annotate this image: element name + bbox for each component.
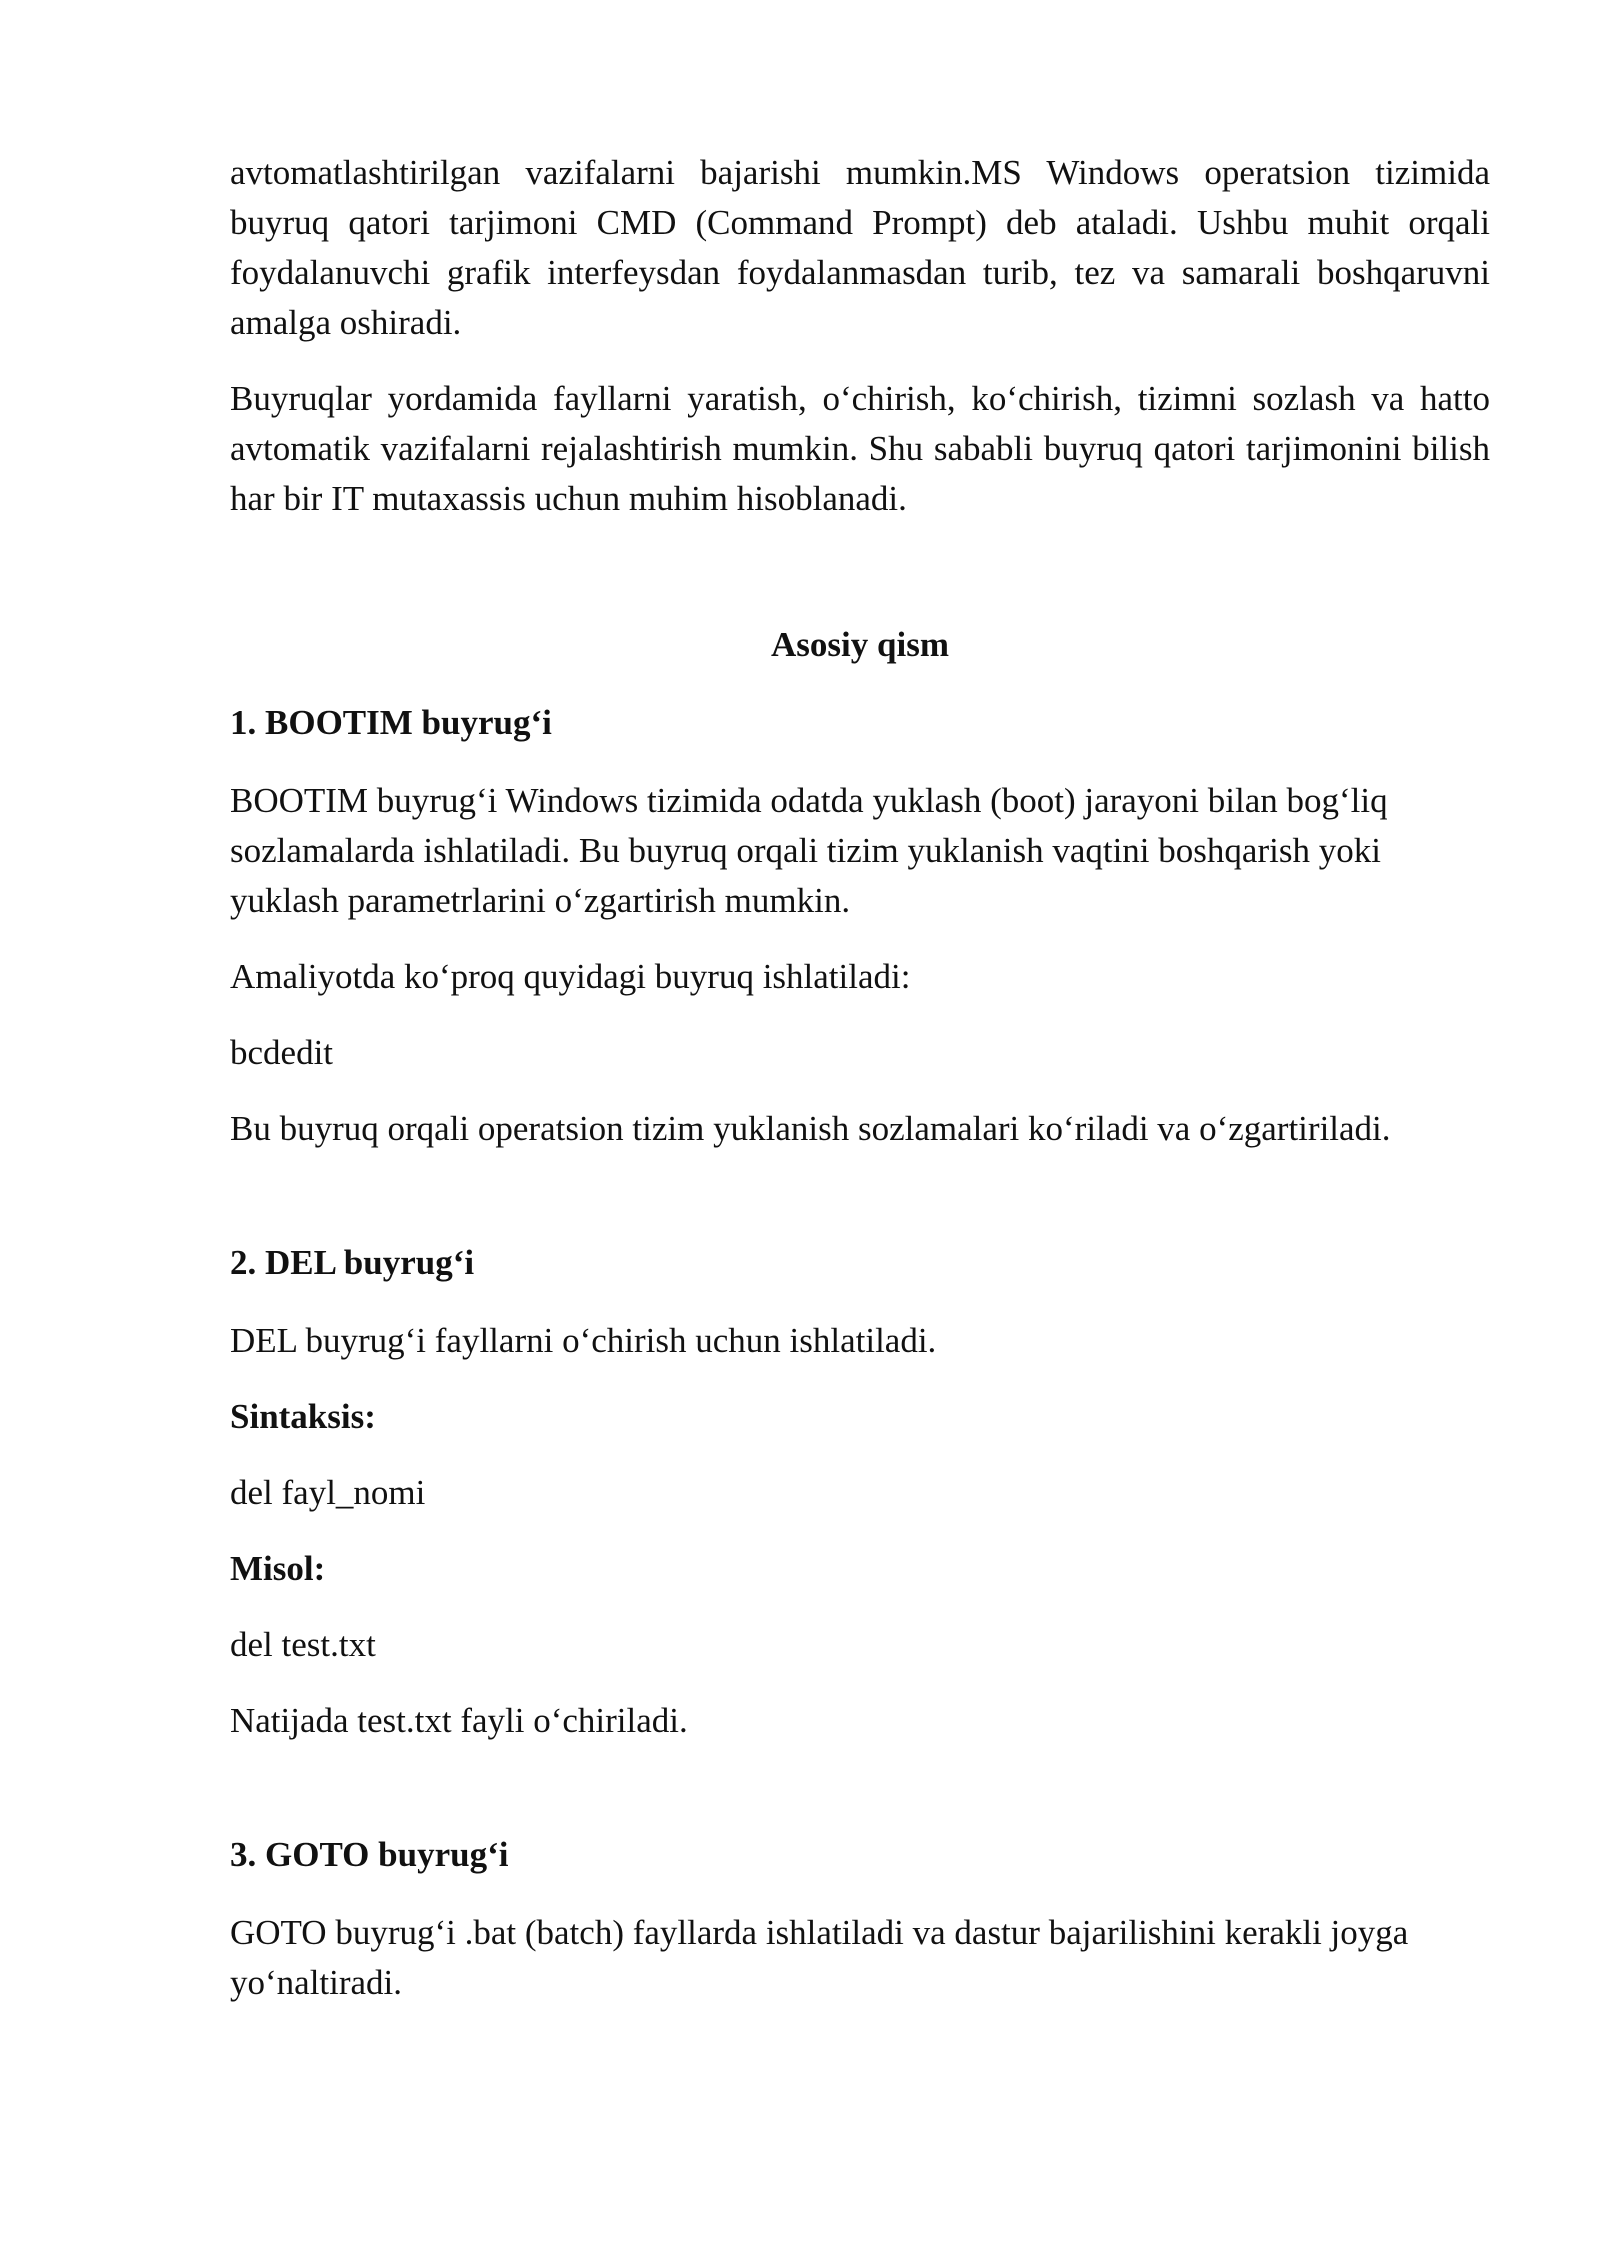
section-heading-bootim: 1. BOOTIM buyrug‘i bbox=[230, 703, 552, 742]
del-paragraph-1: DEL buyrug‘i fayllarni o‘chirish uchun ishlatiladi. bbox=[230, 1321, 937, 1360]
del-syntax: del fayl_nomi bbox=[230, 1473, 426, 1512]
intro-paragraph-1: avtomatlashtirilgan vazifalarni bajarishi mumkin.MS Windows operatsion tizimida buyruq qatori tarjimoni CMD (Command Prompt) deb ataladi. Ushbu muhit orqali foydalanuvchi grafik interfeysdan foydalanmasdan turib, tez va samarali boshqaruvni amalga oshiradi. bbox=[230, 153, 1490, 342]
section-heading-goto: 3. GOTO buyrug‘i bbox=[230, 1835, 509, 1874]
goto-paragraph-1: GOTO buyrug‘i .bat (batch) fayllarda ishlatiladi va dastur bajarilishini kerakli joyga yo‘naltiradi. bbox=[230, 1913, 1409, 2002]
bootim-paragraph-3: Bu buyruq orqali operatsion tizim yuklanish sozlamalari ko‘riladi va o‘zgartiriladi. bbox=[230, 1109, 1391, 1148]
del-example-label: Misol: bbox=[230, 1549, 326, 1588]
bootim-paragraph-1: BOOTIM buyrug‘i Windows tizimida odatda yuklash (boot) jarayoni bilan bog‘liq sozlamalarda ishlatiladi. Bu buyruq orqali tizim yuklanish vaqtini boshqarish yoki yuklash parametrlarini o‘zgartirish mumkin. bbox=[230, 781, 1388, 920]
bootim-paragraph-2: Amaliyotda ko‘proq quyidagi buyruq ishlatiladi: bbox=[230, 957, 911, 996]
document-page bbox=[230, 148, 1490, 2034]
main-heading: Asosiy qism bbox=[771, 625, 949, 664]
del-result: Natijada test.txt fayli o‘chiriladi. bbox=[230, 1701, 688, 1740]
bootim-command: bcdedit bbox=[230, 1033, 334, 1072]
section-heading-del: 2. DEL buyrug‘i bbox=[230, 1243, 475, 1282]
del-example: del test.txt bbox=[230, 1625, 376, 1664]
del-syntax-label: Sintaksis: bbox=[230, 1397, 376, 1436]
intro-paragraph-2: Buyruqlar yordamida fayllarni yaratish, o‘chirish, ko‘chirish, tizimni sozlash va hatto avtomatik vazifalarni rejalashtirish mumkin. Shu sababli buyruq qatori tarjimonini bilish har bir IT mutaxassis uchun muhim hisoblanadi. bbox=[230, 379, 1490, 518]
